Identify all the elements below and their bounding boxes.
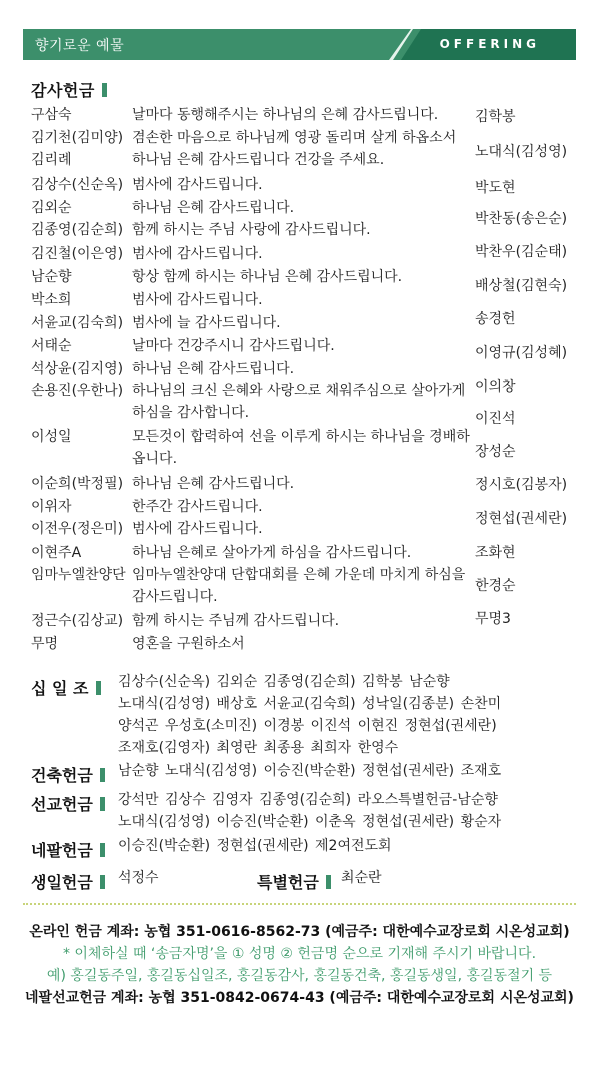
donor-message: 함께 하시는 주님께 감사드립니다. [132,613,340,629]
donor-name: 무명 [31,636,59,652]
mission-label: 선교헌금 [31,795,93,814]
donor-name: 이전우(정은미) [31,521,124,537]
donor-name: 이성일 [31,429,72,445]
nepal-label-wrap [31,838,105,861]
online-account-line: 온라인 헌금 계좌: 농협 351-0616-8562-73 (예금주: 대한예수교장로회 시온성교회) [29,924,570,940]
donor-name: 김리례 [31,152,72,168]
special-label-wrap [257,870,331,893]
donor-message: 모든것이 합력하여 선을 이루게 하시는 하나님을 경배하옵니다. [132,429,470,467]
tithe-label-wrap [31,676,101,699]
donor-name: 석상윤(김지영) [31,361,124,377]
section-marker [102,83,107,97]
tithe-line: 노대식(김성영) 배상호 서윤교(김숙희) 성낙일(김종분) 손찬미 [118,696,502,712]
donor-message: 항상 함께 하시는 하나님 은혜 감사드립니다. [132,269,403,285]
donor-name: 김상수(신순옥) [31,177,124,193]
section-marker [100,875,105,889]
mission-names [118,789,501,833]
side-donor-name: 무명3 [475,611,511,627]
side-donor-name: 이의창 [475,379,516,395]
tithe-names [118,671,501,759]
side-donor-name: 이진석 [475,411,516,427]
side-donor-name: 한경순 [475,578,516,594]
donor-name: 김기천(김미양) [31,130,124,146]
birthday-names: 석정수 [118,870,159,886]
tithe-line: 양석곤 우성호(소미진) 이경봉 이진석 이현진 정현섭(권세란) [118,718,497,734]
donor-name: 손용진(우한나) [31,383,124,399]
side-donor-name: 배상철(김현숙) [475,278,568,294]
building-names [118,760,501,782]
donor-message: 겸손한 마음으로 하나님께 영광 돌리며 살게 하옵소서 [132,130,457,146]
donor-message: 범사에 늘 감사드립니다. [132,315,281,331]
donor-name: 박소희 [31,292,72,308]
donor-message: 하나님의 크신 은혜와 사랑으로 채워주심으로 살아가게 하심을 감사합니다. [132,383,466,421]
side-donor-name: 노대식(김성영) [475,144,568,160]
donor-message: 하나님 은혜로 살아가게 하심을 감사드립니다. [132,545,412,561]
side-donor-name: 정현섭(권세란) [475,511,568,527]
side-donor-name: 송경헌 [475,311,516,327]
side-donor-name: 박찬동(송은순) [475,211,568,227]
building-line: 남순향 노대식(김성영) 이승진(박순환) 정현섭(권세란) 조재호 [118,763,502,779]
section-marker [100,843,105,857]
donor-message: 범사에 감사드립니다. [132,246,263,262]
building-label: 건축헌금 [31,766,93,785]
offering-header [23,29,576,60]
mission-label-wrap [31,792,105,815]
nepal-line: 이승진(박순환) 정현섭(권세란) 제2여전도회 [118,838,392,854]
donor-name: 남순향 [31,269,72,285]
tithe-label: 십 일 조 [31,679,89,698]
donor-message: 하나님 은혜 감사드립니다. [132,361,295,377]
donor-message: 함께 하시는 주님 사랑에 감사드립니다. [132,222,371,238]
gratitude-title: 감사헌금 [31,81,95,100]
nepal-names [118,835,392,857]
donor-name: 이순희(박정필) [31,476,124,492]
donor-message: 하나님 은혜 감사드립니다 건강을 주세요. [132,152,385,168]
transfer-instruction: * 이체하실 때 ‘송금자명’을 ① 성명 ② 헌금명 순으로 기재해 주시기 바랍니다. [62,946,537,962]
side-donor-name: 이영규(김성혜) [475,345,568,361]
divider [23,903,576,905]
tithe-line: 김상수(신순옥) 김외순 김종영(김순희) 김학봉 남순향 [118,674,450,690]
side-donor-name: 정시호(김봉자) [475,477,568,493]
donor-name: 서윤교(김숙희) [31,315,124,331]
mission-line: 노대식(김성영) 이승진(박순환) 이춘옥 정현섭(권세란) 황순자 [118,814,502,830]
donor-name: 구삼숙 [31,107,72,123]
donor-message: 범사에 감사드립니다. [132,292,263,308]
gratitude-section-title [31,78,107,101]
donor-name: 이현주A [31,545,82,561]
header-title-en: OFFERING [439,37,540,51]
donor-message: 범사에 감사드립니다. [132,177,263,193]
section-marker [100,768,105,782]
donor-name: 김종영(김순희) [31,222,124,238]
transfer-example: 예) 홍길동주일, 홍길동십일조, 홍길동감사, 홍길동건축, 홍길동생일, 홍길동절기 등 [46,968,553,984]
side-donor-name: 김학봉 [475,109,516,125]
donor-name: 김외순 [31,200,72,216]
section-marker [96,681,101,695]
donor-message: 범사에 감사드립니다. [132,521,263,537]
donor-name: 서태순 [31,338,72,354]
tithe-line: 조재호(김영자) 최영란 최종용 최희자 한영수 [118,740,399,756]
nepal-account-line: 네팔선교헌금 계좌: 농협 351-0842-0674-43 (예금주: 대한예수교장로회 시온성교회) [25,990,574,1006]
mission-line: 강석만 김상수 김영자 김종영(김순희) 라오스특별헌금-남순향 [118,792,498,808]
birthday-label: 생일헌금 [31,873,93,892]
donor-name: 이위자 [31,499,72,515]
section-marker [326,875,331,889]
nepal-label: 네팔헌금 [31,841,93,860]
special-label: 특별헌금 [257,873,319,892]
donor-message: 하나님 은혜 감사드립니다. [132,476,295,492]
building-label-wrap [31,763,105,786]
donor-name: 정근수(김상교) [31,613,124,629]
header-title: 향기로운 예물 [35,38,125,54]
donor-message: 영혼을 구원하소서 [132,636,245,652]
donor-message: 하나님 은혜 감사드립니다. [132,200,295,216]
birthday-label-wrap [31,870,105,893]
donor-message: 한주간 감사드립니다. [132,499,263,515]
side-donor-name: 박찬우(김순태) [475,244,568,260]
donor-message: 날마다 건강주시니 감사드립니다. [132,338,335,354]
section-marker [100,797,105,811]
side-donor-name: 박도현 [475,180,516,196]
donor-message: 임마누엘찬양대 단합대회를 은혜 가운데 마치게 하심을 감사드립니다. [132,567,466,605]
donor-message: 날마다 동행해주시는 하나님의 은혜 감사드립니다. [132,107,439,123]
special-names: 최순란 [341,870,382,886]
donor-name: 임마누엘찬양단 [31,567,126,583]
side-donor-name: 장성순 [475,444,516,460]
donor-name: 김진철(이은영) [31,246,124,262]
side-donor-name: 조화현 [475,545,516,561]
